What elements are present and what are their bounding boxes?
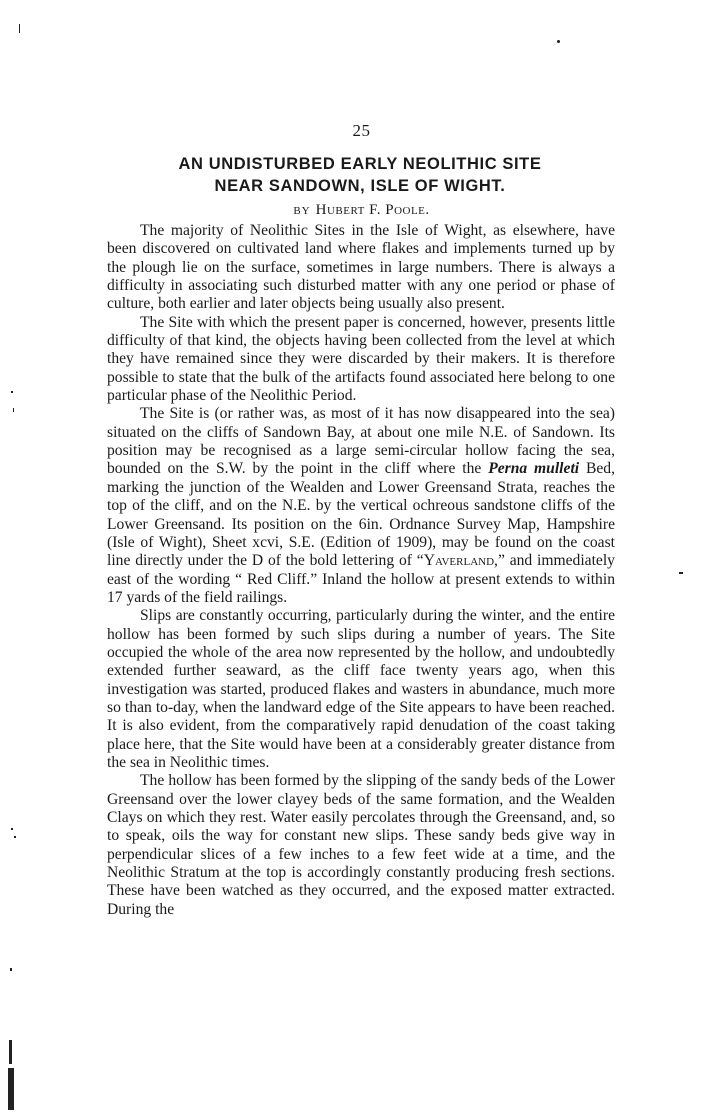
scan-mark — [11, 391, 13, 393]
paragraph-text: ” and immediately east of the wording “ Red Cliff.” Inland the hollow at present extends to within 17 yards of the field railings. — [107, 552, 615, 606]
author-name: Hubert F. Poole. — [315, 202, 430, 218]
scan-mark — [10, 968, 12, 971]
paragraph: The Site with which the present paper is concerned, however, presents little difficulty of that kind, the objects having been collected from the level at which they have remained since they were discarded by their makers. It is therefore possible to state that the bulk of the artifacts found associated here belong to one particular phase of the Neolithic Period. — [107, 313, 615, 405]
article-body — [107, 222, 615, 919]
scan-mark — [557, 40, 560, 43]
byline-prefix: BY — [293, 205, 311, 217]
byline — [0, 202, 723, 219]
article-title-line-1: AN UNDISTURBED EARLY NEOLITHIC SITE — [178, 155, 542, 173]
scan-mark — [8, 1068, 14, 1110]
paragraph-text: The Site is (or rather was, as most of it has now disappeared into the sea) situated on the cliffs of Sandown Bay, at about one mile N.E. of Sandown. Its position may be recognised as a large semi-circular hollow facing the sea, bounded on the S.W. by the point in the cliff where the — [107, 405, 615, 478]
scan-mark — [14, 836, 16, 838]
scan-mark — [11, 828, 13, 830]
species-name: Perna mulleti — [488, 460, 580, 478]
scan-mark — [13, 408, 14, 412]
paragraph: The hollow has been formed by the slipping of the sandy beds of the Lower Greensand over the lower clayey beds of the same formation, and the Wealden Clays on which they rest. Water easily percolates through the Greensand, and, so to speak, oils the way for constant new slips. These sandy beds give way in perpendicular slices of a few inches to a few feet wide at a time, and the Neolithic Stratum at the top is accordingly constantly producing fresh sections. These have been watched as they occurred, and the exposed matter extracted. During the — [107, 772, 615, 918]
place-name: Yaverland, — [423, 552, 498, 570]
paragraph: Slips are constantly occurring, particularly during the winter, and the entire hollow has been formed by such slips during a number of years. The Site occupied the whole of the area now represented by the hollow, and undoubtedly extended further seaward, as the cliff face twenty years ago, when this investigation was started, produced flakes and wasters in abundance, much more so than to-day, when the landward edge of the Site appears to have been reached. It is also evident, from the comparatively rapid denudation of the coast taking place here, that the Site would have been at a considerably greater distance from the sea in Neolithic times. — [107, 607, 615, 771]
paragraph: The majority of Neolithic Sites in the Isle of Wight, as elsewhere, have been discovered on cultivated land where flakes and implements turned up by the plough lie on the surface, sometimes in large numbers. There is always a difficulty in associating such disturbed matter with any one period or phase of culture, both earlier and later objects being usually also present. — [107, 222, 615, 313]
scan-mark — [19, 24, 20, 33]
scan-mark — [9, 1040, 12, 1064]
article-title-line-2: NEAR SANDOWN, ISLE OF WIGHT. — [214, 177, 506, 195]
paragraph-text: Bed, marking the junction of the Wealden and Lower Greensand Strata, reaches the top of the cliff, and on the N.E. by the vertical ochreous sandstone cliffs of the Lower Greensand. Its position on the 6in. Ordnance Survey Map, Hampshire (Isle of Wight), Sheet xcvi, S.E. (Edition of 1909), may be found on the coast line directly under the D of the bold lettering of “ — [107, 460, 615, 570]
scan-mark — [679, 572, 683, 574]
paragraph — [107, 405, 615, 607]
page-number: 25 — [352, 121, 371, 140]
